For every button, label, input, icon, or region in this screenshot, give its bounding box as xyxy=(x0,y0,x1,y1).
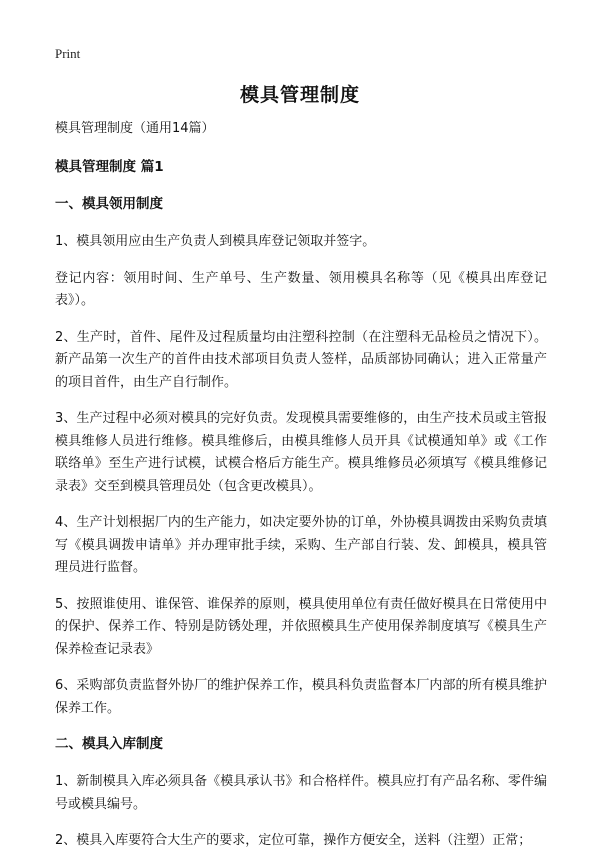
page-title: 模具管理制度 xyxy=(239,84,360,106)
section-heading-1: 一、模具领用制度 xyxy=(55,196,163,212)
document-body xyxy=(55,118,547,867)
document-subtitle: 模具管理制度（通用14篇） xyxy=(55,121,215,136)
section-heading-2: 二、模具入库制度 xyxy=(55,736,163,752)
paragraph: 1、新制模具入库必须具备《模具承认书》和合格样件。模具应打有产品名称、零件编号或模具编号。 xyxy=(55,774,547,812)
paragraph: 6、采购部负责监督外协厂的维护保养工作，模具科负责监督本厂内部的所有模具维护保养工作。 xyxy=(55,678,547,716)
paragraph: 4、生产计划根据厂内的生产能力，如决定要外协的订单，外协模具调拨由采购负责填写《模具调拨申请单》并办理审批手续，采购、生产部自行装、发、卸模具，模具管理员进行监督。 xyxy=(55,515,547,575)
paragraph: 5、按照谁使用、谁保管、谁保养的原则，模具使用单位有责任做好模具在日常使用中的保护、保养工作、特别是防锈处理，并依照模具生产使用保养制度填写《模具生产保养检查记录表》 xyxy=(55,596,547,657)
paragraph: 3、生产过程中必须对模具的完好负责。发现模具需要维修的，由生产技术员或主管报模具维修人员进行维修。模具维修后，由模具维修人员开具《试模通知单》或《工作联络单》至生产进行试模，试模合格后方能生产。模具维修员必须填写《模具维修记录表》交至到模具管理员处（包含更改模具）。 xyxy=(55,411,547,494)
paragraph: 2、生产时，首件、尾件及过程质量均由注塑科控制（在注塑科无品检员之情况下）。新产品第一次生产的首件由技术部项目负责人签样，品质部协同确认；进入正常量产的项目首件，由生产自行制作。 xyxy=(55,329,547,390)
paragraph: 登记内容：领用时间、生产单号、生产数量、领用模具名称等（见《模具出库登记表》）。 xyxy=(55,270,547,308)
paragraph: 1、模具领用应由生产负责人到模具库登记领取并签字。 xyxy=(55,234,376,249)
chapter-heading: 模具管理制度 篇1 xyxy=(55,159,164,175)
paragraph: 2、模具入库要符合大生产的要求，定位可靠，操作方便安全，送料（注塑）正常； xyxy=(55,833,532,848)
print-label[interactable]: Print xyxy=(55,46,81,61)
